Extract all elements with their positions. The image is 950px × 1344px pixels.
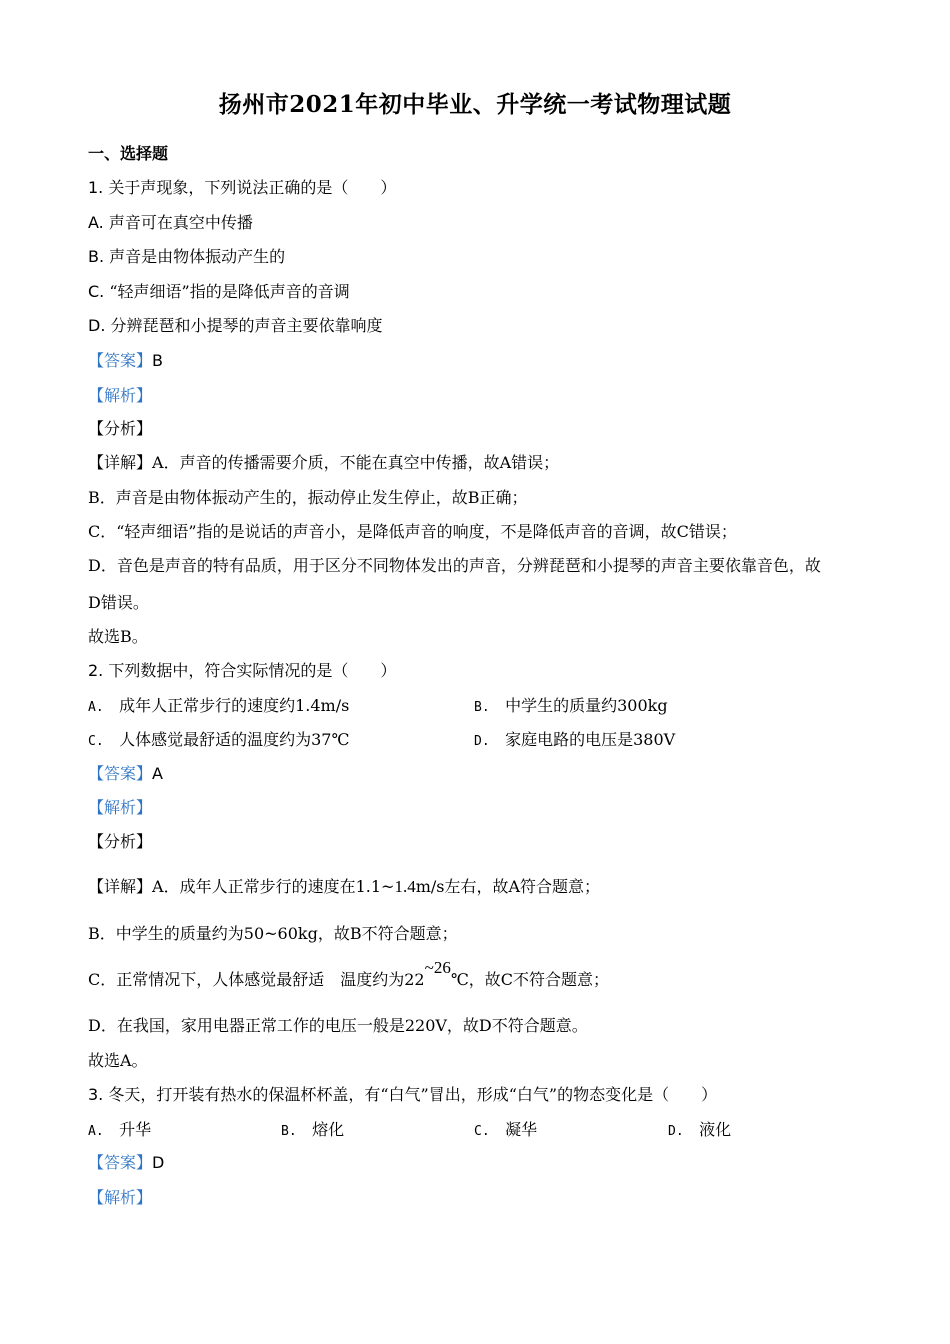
- option-letter: A.: [88, 700, 104, 715]
- question-1-detail-c: C．“轻声细语”指的是说话的声音小，是降低声音的响度，不是降低声音的音调，故C错误；: [88, 522, 737, 541]
- option-letter: A.: [88, 213, 104, 232]
- option-text: 成年人正常步行的速度约1.4m/s: [119, 696, 350, 715]
- question-number: 3.: [88, 1085, 104, 1104]
- question-2-option-a: [88, 695, 349, 719]
- option-text: 声音是由物体振动产生的: [109, 247, 286, 266]
- question-text: 冬天，打开装有热水的保温杯杯盖，有“白气”冒出，形成“白气”的物态变化是（ ）: [108, 1085, 718, 1104]
- question-3-option-c: [474, 1119, 537, 1143]
- question-3-option-b: [281, 1119, 344, 1143]
- tilde: ~: [264, 924, 278, 943]
- question-2-option-b: [474, 695, 668, 719]
- answer-value: A: [152, 764, 163, 783]
- question-2-detail-d: D．在我国，家用电器正常工作的电压一般是220V，故D不符合题意。: [88, 1016, 588, 1035]
- detail-number: 26: [433, 958, 451, 977]
- question-2-option-c: [88, 729, 349, 753]
- option-letter: C.: [88, 734, 104, 749]
- option-text: 人体感觉最舒适的温度约为37℃: [119, 730, 350, 749]
- question-1-detail-d-cont: D错误。: [88, 593, 149, 612]
- question-2-fenxi-label: 【分析】: [88, 832, 153, 851]
- question-2-answer: [88, 763, 163, 785]
- detail-text-end: ℃，故C不符合题意；: [450, 970, 609, 989]
- option-letter: D.: [474, 734, 490, 749]
- option-text: 中学生的质量约300kg: [505, 696, 668, 715]
- question-3-option-d: [668, 1119, 731, 1143]
- option-text: “轻声细语”指的是降低声音的音调: [109, 282, 350, 301]
- detail-text: A．声音的传播需要介质，不能在真空中传播，故A错误；: [152, 453, 560, 472]
- option-text: 分辨琵琶和小提琴的声音主要依靠响度: [110, 316, 383, 335]
- question-1-stem: [88, 177, 396, 199]
- option-letter: B.: [281, 1124, 297, 1139]
- page-title: 扬州市2021年初中毕业、升学统一考试物理试题: [218, 91, 732, 118]
- question-1-option-c: [88, 281, 350, 303]
- question-2-detail-c: [88, 958, 609, 991]
- option-text: 凝华: [505, 1120, 538, 1139]
- detail-text: B．中学生的质量约为50: [88, 924, 265, 943]
- answer-value: B: [152, 351, 163, 370]
- question-2-stem: [88, 660, 396, 682]
- option-letter: D.: [668, 1124, 684, 1139]
- option-text: 升华: [119, 1120, 152, 1139]
- answer-label: 【答案】: [88, 764, 153, 783]
- detail-text: C．正常情况下，人体感觉最舒适 温度约为22: [88, 970, 425, 989]
- question-text: 下列数据中，符合实际情况的是（ ）: [108, 661, 397, 680]
- option-text: 家庭电路的电压是380V: [505, 730, 676, 749]
- detail-label: 【详解】: [88, 453, 153, 472]
- question-1-fenxi-label: 【分析】: [88, 419, 153, 438]
- question-2-detail-b: [88, 923, 458, 945]
- option-text: 液化: [699, 1120, 732, 1139]
- detail-number: 1.4: [394, 877, 416, 896]
- option-letter: D.: [88, 316, 106, 335]
- section-heading: 一、选择题: [88, 144, 169, 163]
- question-2-detail-a: [88, 876, 600, 898]
- question-1-answer: [88, 350, 163, 372]
- question-1-conclusion: 故选B。: [88, 627, 148, 646]
- question-1-detail-b: B．声音是由物体振动产生的，振动停止发生停止，故B正确；: [88, 488, 528, 507]
- question-2-analysis-label: 【解析】: [88, 798, 153, 817]
- option-text: 声音可在真空中传播: [108, 213, 253, 232]
- question-number: 2.: [88, 661, 104, 680]
- question-2-conclusion: 故选A。: [88, 1051, 148, 1070]
- question-3-option-a: [88, 1119, 151, 1143]
- detail-label: 【详解】: [88, 877, 153, 896]
- question-3-answer: [88, 1152, 164, 1174]
- option-letter: A.: [88, 1124, 104, 1139]
- question-text: 关于声现象，下列说法正确的是（ ）: [108, 178, 397, 197]
- option-letter: C.: [474, 1124, 490, 1139]
- question-1-detail-d: D．音色是声音的特有品质，用于区分不同物体发出的声音，分辨琵琶和小提琴的声音主要依靠音色，故: [88, 556, 821, 575]
- question-number: 1.: [88, 178, 104, 197]
- question-1-detail-a: [88, 452, 559, 474]
- option-letter: C.: [88, 282, 105, 301]
- option-letter: B.: [474, 700, 490, 715]
- question-3-stem: [88, 1084, 717, 1106]
- answer-value: D: [152, 1153, 165, 1172]
- detail-text-end: m/s左右，故A符合题意；: [415, 877, 601, 896]
- question-3-analysis-label: 【解析】: [88, 1188, 153, 1207]
- detail-text-end: 60kg，故B不符合题意；: [277, 924, 458, 943]
- answer-label: 【答案】: [88, 1153, 153, 1172]
- option-text: 熔化: [312, 1120, 345, 1139]
- question-2-option-d: [474, 729, 675, 753]
- tilde: ~: [381, 877, 395, 896]
- question-1-option-a: [88, 212, 253, 234]
- question-1-option-b: [88, 246, 285, 268]
- detail-text: A．成年人正常步行的速度在1.1: [152, 877, 382, 896]
- question-1-option-d: [88, 315, 383, 337]
- tilde: ~: [424, 958, 434, 977]
- option-letter: B.: [88, 247, 105, 266]
- question-1-analysis-label: 【解析】: [88, 386, 153, 405]
- answer-label: 【答案】: [88, 351, 153, 370]
